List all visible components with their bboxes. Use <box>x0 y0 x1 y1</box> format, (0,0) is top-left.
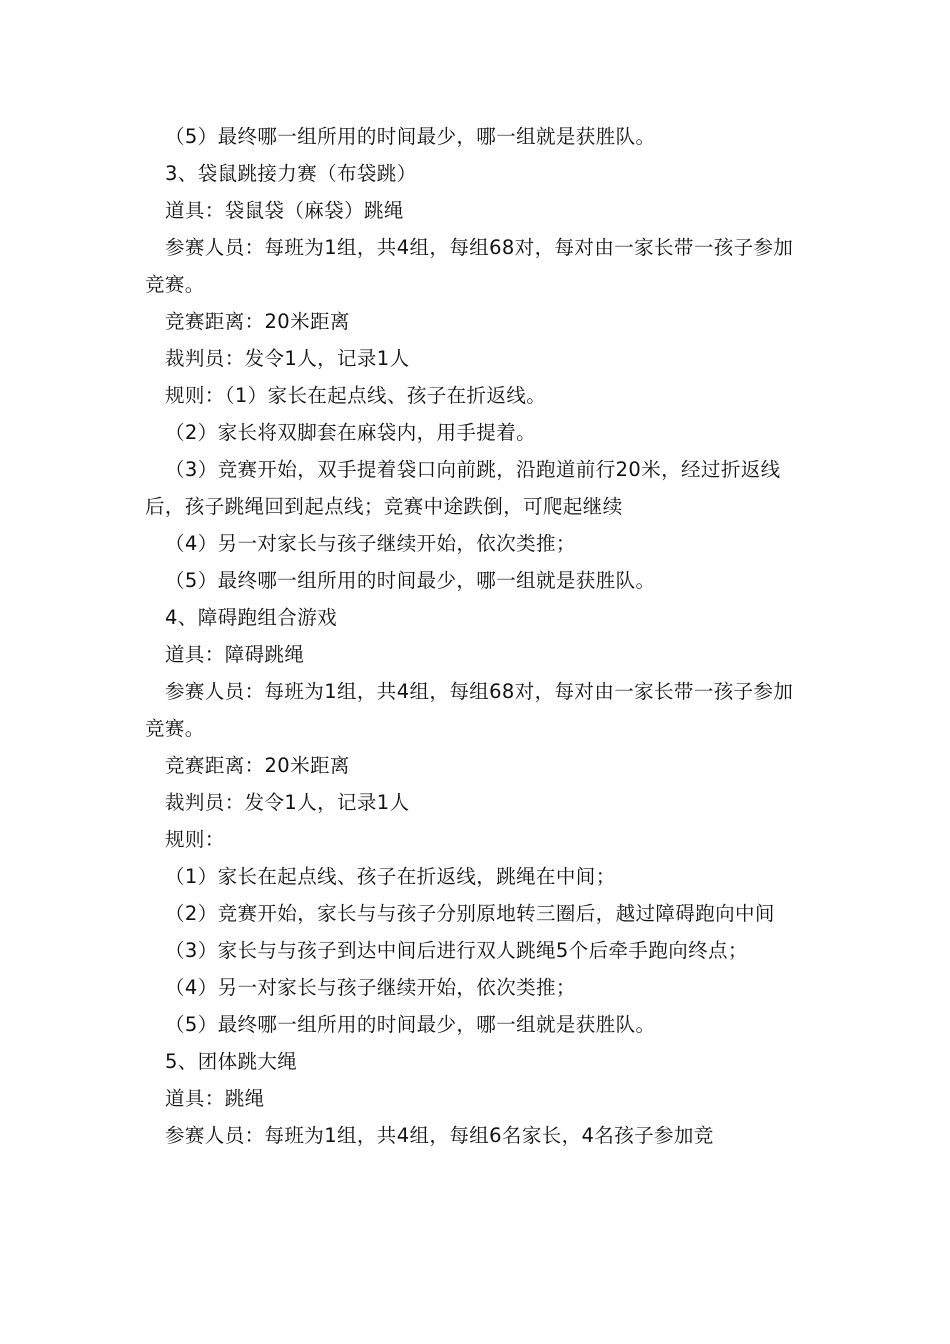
paragraph: （2）竞赛开始，家长与与孩子分别原地转三圈后，越过障碍跑向中间 <box>165 902 775 925</box>
paragraph: （4）另一对家长与孩子继续开始，依次类推； <box>165 976 576 999</box>
section-heading: 4、障碍跑组合游戏 <box>165 606 338 629</box>
paragraph: （4）另一对家长与孩子继续开始，依次类推； <box>165 532 576 555</box>
paragraph: 参赛人员：每班为1组，共4组，每组68对，每对由一家长带一孩子参加竞赛。 <box>145 236 794 296</box>
paragraph: 参赛人员：每班为1组，共4组，每组68对，每对由一家长带一孩子参加竞赛。 <box>145 680 794 740</box>
paragraph: 裁判员：发令1人，记录1人 <box>165 347 410 370</box>
paragraph: （3）家长与与孩子到达中间后进行双人跳绳5个后牵手跑向终点； <box>165 939 748 962</box>
section-heading: 3、袋鼠跳接力赛（布袋跳） <box>165 162 417 185</box>
paragraph: 道具：障碍跳绳 <box>165 643 305 666</box>
paragraph: 道具：跳绳 <box>165 1087 265 1110</box>
document-body <box>145 118 810 1154</box>
paragraph: （3）竞赛开始，双手提着袋口向前跳，沿跑道前行20米，经过折返线后，孩子跳绳回到起点线；竞赛中途跌倒，可爬起继续 <box>145 458 781 518</box>
paragraph: 裁判员：发令1人，记录1人 <box>165 791 410 814</box>
paragraph: 规则：（1）家长在起点线、孩子在折返线。 <box>165 384 547 407</box>
paragraph: （1）家长在起点线、孩子在折返线，跳绳在中间； <box>165 865 616 888</box>
paragraph: 参赛人员：每班为1组，共4组，每组6名家长，4名孩子参加竞 <box>165 1124 714 1147</box>
paragraph: （2）家长将双脚套在麻袋内，用手提着。 <box>165 421 537 444</box>
paragraph: 竞赛距离：20米距离 <box>165 754 350 777</box>
paragraph: 竞赛距离：20米距离 <box>165 310 350 333</box>
paragraph: 规则： <box>165 828 225 851</box>
paragraph: （5）最终哪一组所用的时间最少，哪一组就是获胜队。 <box>165 125 656 148</box>
paragraph: （5）最终哪一组所用的时间最少，哪一组就是获胜队。 <box>165 569 656 592</box>
paragraph: 道具：袋鼠袋（麻袋）跳绳 <box>165 199 404 222</box>
paragraph: （5）最终哪一组所用的时间最少，哪一组就是获胜队。 <box>165 1013 656 1036</box>
section-heading: 5、团体跳大绳 <box>165 1050 298 1073</box>
